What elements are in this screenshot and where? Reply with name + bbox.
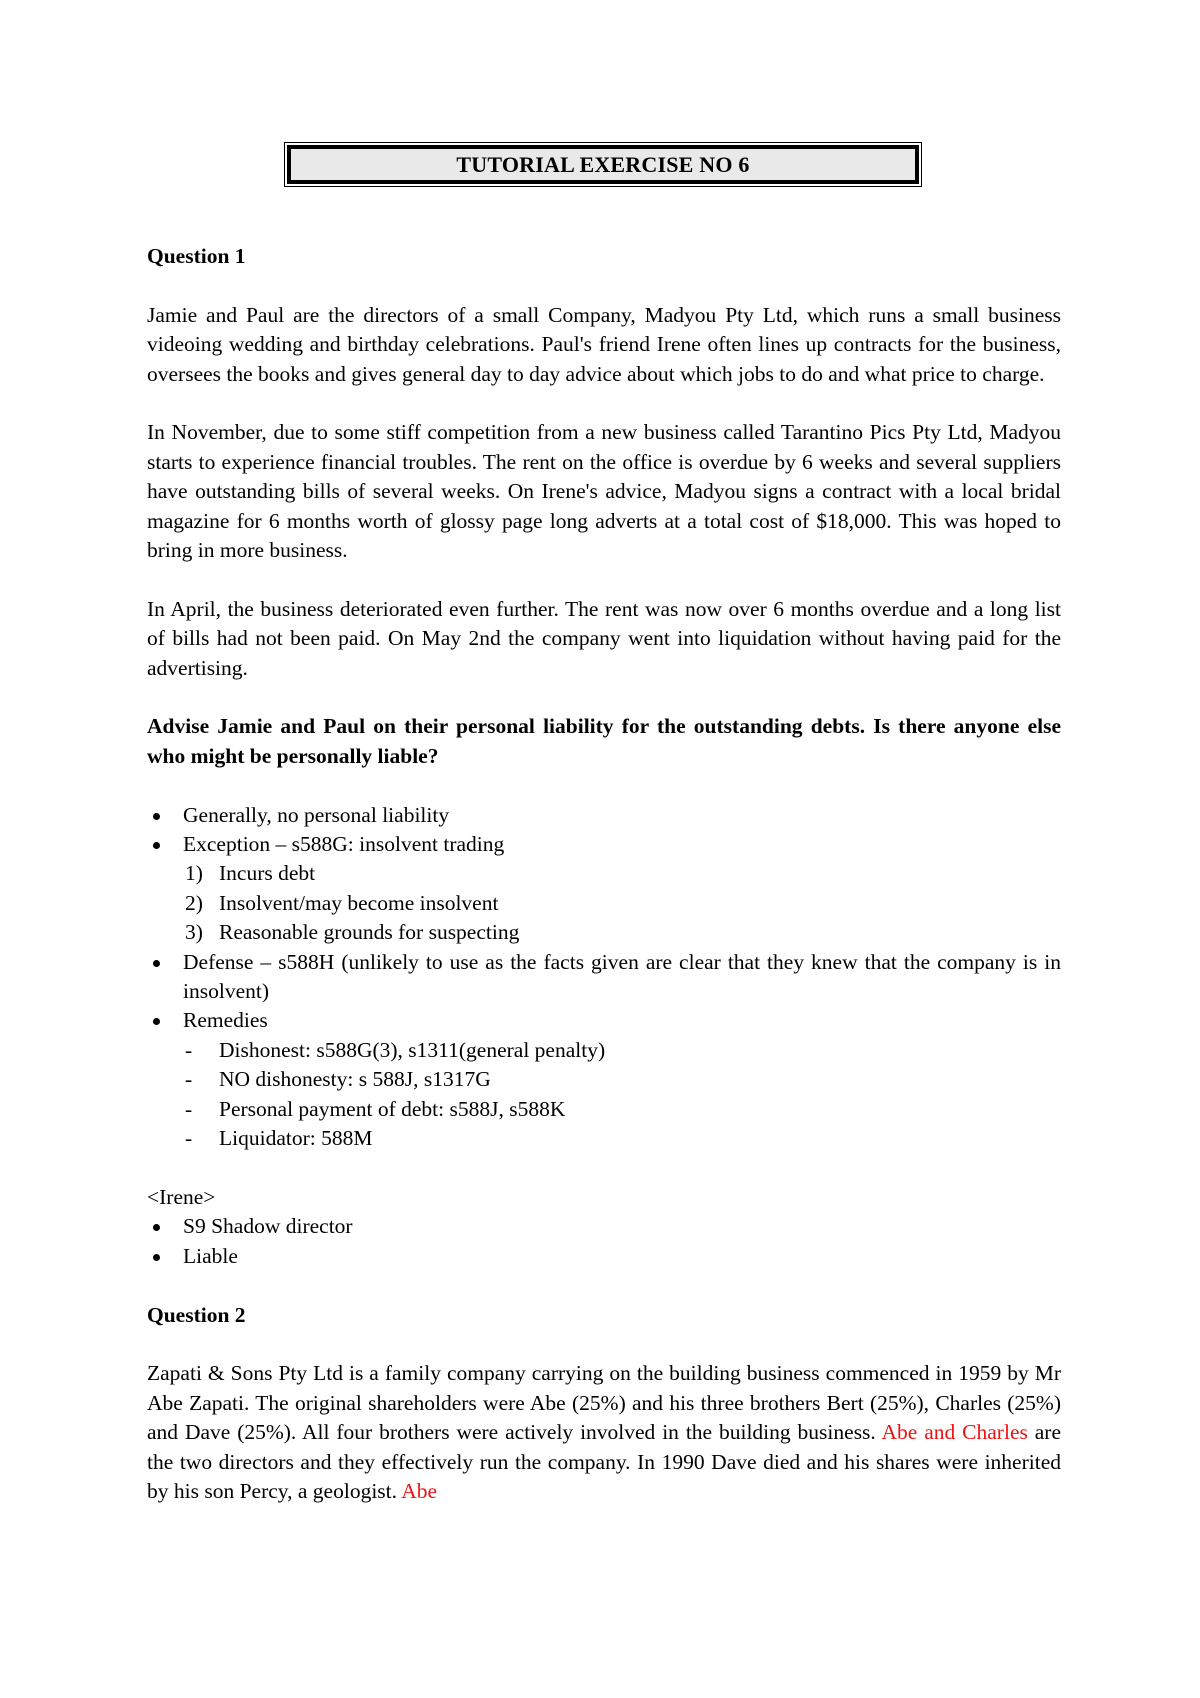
numbered-item: 1) Incurs debt: [185, 861, 316, 886]
list-item: Remedies: [147, 1006, 1061, 1035]
page-title: TUTORIAL EXERCISE NO 6: [287, 145, 919, 184]
list-item: Defense – s588H (unlikely to use as the facts given are clear that they knew that the company is in insolvent): [147, 948, 1061, 1007]
dash-item: - Liquidator: 588M: [185, 1126, 373, 1151]
question-1-heading: Question 1: [147, 244, 246, 268]
list-item: Generally, no personal liability: [147, 801, 1061, 830]
q1-answer-list: [147, 801, 1061, 1154]
bullet-icon: [153, 1224, 160, 1231]
highlighted-text: Abe: [401, 1478, 438, 1503]
bullet-icon: [153, 960, 160, 967]
q1-paragraph-2: In November, due to some stiff competition from a new business called Tarantino Pics Pty Ltd, Madyou starts to experience financial troubles. The rent on the office is overdue by 6 weeks and several suppliers have outstanding bills of several weeks. On Irene's advice, Madyou signs a contract with a local bridal magazine for 6 months worth of glossy page long adverts at a total cost of $18,000. This was hoped to bring in more business.: [147, 420, 1061, 563]
q1-paragraph-3: In April, the business deteriorated even further. The rent was now over 6 months overdue and a long list of bills had not been paid. On May 2nd the company went into liquidation without having paid for the advertising.: [147, 596, 1061, 680]
dash-item: - Personal payment of debt: s588J, s588K: [185, 1096, 566, 1121]
bullet-icon: [153, 1018, 160, 1025]
list-item: Liable: [147, 1242, 1061, 1271]
dash-item: - Dishonest: s588G(3), s1311(general penalty): [185, 1037, 606, 1062]
q1-task: Advise Jamie and Paul on their personal liability for the outstanding debts. Is there anyone else who might be personally liable?: [147, 714, 1061, 768]
bullet-icon: [153, 842, 160, 849]
list-item: S9 Shadow director: [147, 1212, 1061, 1241]
document-body: [147, 242, 1061, 1506]
question-2-heading: Question 2: [147, 1302, 246, 1327]
q2-paragraph-1: Zapati & Sons Pty Ltd is a family company carrying on the building business commenced in 1959 by Mr Abe Zapati. The original shareholders were Abe (25%) and his three brothers Bert (25%), Charles (25%) and Dave (25%). All four brothers were actively involved in the building business. Abe and Charles are the two directors and they effectively run the company. In 1990 Dave died and his shares were inherited by his son Percy, a geologist. Abe: [147, 1361, 1062, 1503]
q1-paragraph-1: Jamie and Paul are the directors of a small Company, Madyou Pty Ltd, which runs a small business videoing wedding and birthday celebrations. Paul's friend Irene often lines up contracts for the business, oversees the books and gives general day to day advice about which jobs to do and what price to charge.: [147, 302, 1061, 386]
numbered-item: 2) Insolvent/may become insolvent: [185, 890, 499, 915]
numbered-item: 3) Reasonable grounds for suspecting: [185, 920, 520, 945]
irene-label: <Irene>: [147, 1184, 216, 1209]
bullet-icon: [153, 1254, 160, 1261]
list-item: Exception – s588G: insolvent trading: [147, 830, 1061, 859]
bullet-icon: [153, 813, 160, 820]
irene-list: [147, 1212, 1061, 1271]
dash-item: - NO dishonesty: s 588J, s1317G: [185, 1067, 491, 1092]
highlighted-text: Abe and Charles: [881, 1420, 1028, 1445]
